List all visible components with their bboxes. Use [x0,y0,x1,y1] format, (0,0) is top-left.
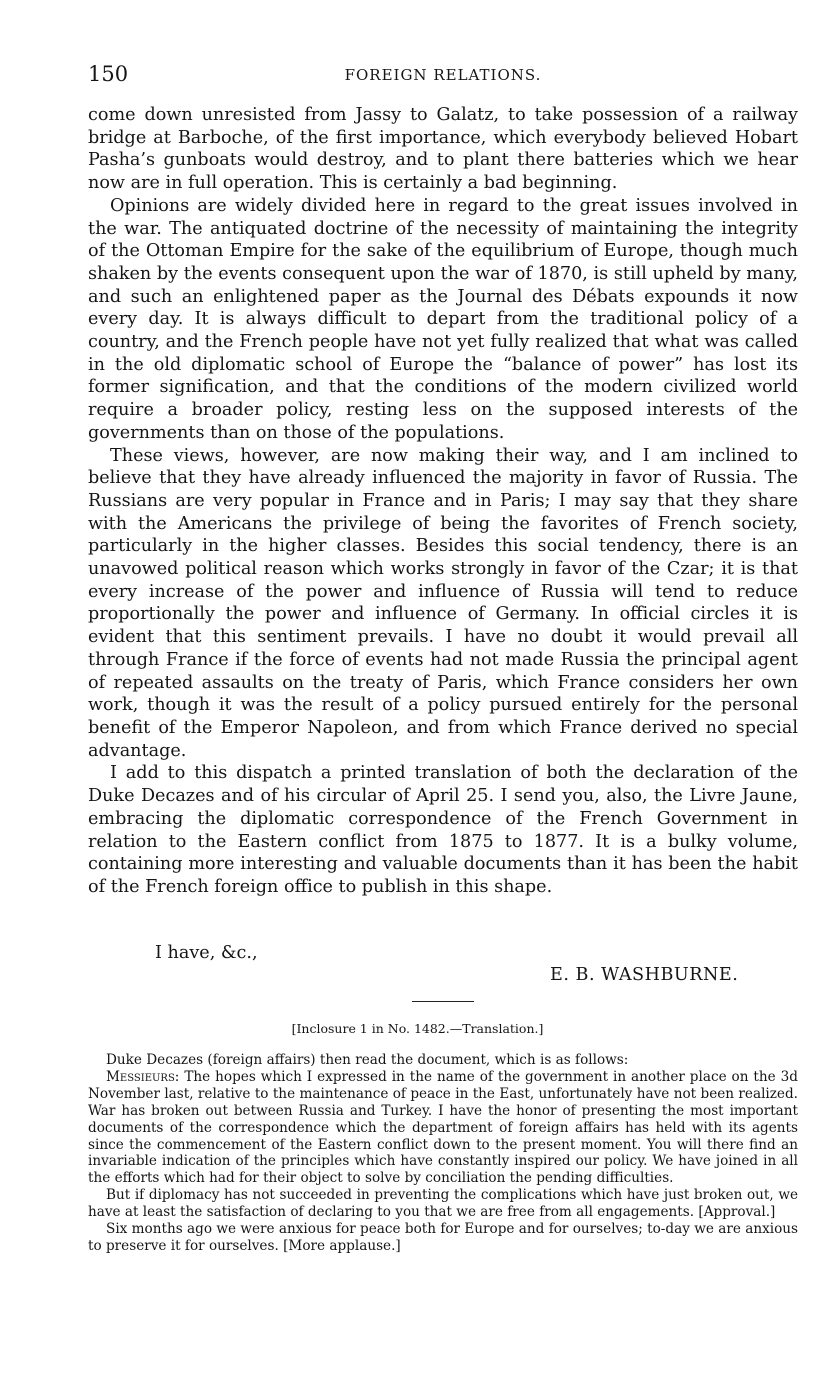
inclosure-intro: Duke Decazes (foreign affairs) then read the document, which is as follows: [106,1052,629,1068]
inclosure-paragraph-text: The hopes which I expressed in the name of the government in another place on the 3d November last, relative to the maintenance of peace in the East, unfortunately have not been realized. War has broken out between Russia and Turkey. I have the honor of presenting the most important documents of the correspondence which the department of foreign affairs has held with its agents since the commencement of the Eastern conflict down to the present moment. You will there find an invariable indication of the principles which have constantly inspired our policy. We have joined in all the efforts which had for their object to solve by conciliation the pending difficulties. [88,1068,798,1187]
salutation: Messieurs: [106,1068,180,1085]
inclosure-paragraph [88,1069,798,1187]
inclosure-body [88,1052,798,1255]
inclosure-paragraph: But if diplomacy has not succeeded in preventing the complications which have just broken out, we have at least the satisfaction of declaring to you that we are free from all engagements. [Approval.] [88,1187,798,1221]
running-title: FOREIGN RELATIONS. [344,66,542,84]
closing-line: I have, &c., [155,943,258,963]
page-number: 150 [88,62,129,86]
body-paragraph: Opinions are widely divided here in regard to the great issues involved in the war. The antiquated doctrine of the necessity of maintaining the integrity of the Ottoman Empire for the sake of the equilibrium of Europe, though much shaken by the events consequent upon the war of 1870, is still upheld by many, and such an enlightened paper as the Journal des Débats expounds it now every day. It is always difficult to depart from the traditional policy of a country, and the French people have not yet fully realized that what was called in the old diplomatic school of Europe the “balance of power” has lost its former signification, and that the conditions of the modern civilized world require a broader policy, resting less on the supposed interests of the governments than on those of the populations. [88,195,798,443]
section-divider [412,1001,474,1002]
body-paragraph: These views, however, are now making their way, and I am inclined to believe that they have already influenced the majority in favor of Russia. The Russians are very popular in France and in Paris; I may say that they share with the Americans the privilege of being the favorites of French society, particularly in the higher classes. Besides this social tendency, there is an unavowed political reason which works strongly in favor of the Czar; it is that every increase of the power and influence of Russia will tend to reduce proportionally the power and influence of Germany. In official circles it is evident that this sentiment prevails. I have no doubt it would prevail all through France if the force of events had not made Russia the principal agent of repeated assaults on the treaty of Paris, which France considers her own work, though it was the result of a policy pursued entirely for the personal benefit of the Emperor Napoleon, and from which France derived no special advantage. [88,445,798,761]
dispatch-body [88,104,798,899]
body-paragraph: I add to this dispatch a printed translation of both the declaration of the Duke Decazes and of his circular of April 25. I send you, also, the Livre Jaune, embracing the diplomatic correspondence of the French Government in relation to the Eastern conflict from 1875 to 1877. It is a bulky volume, containing more interesting and valuable documents than it has been the habit of the French foreign office to publish in this shape. [88,763,798,897]
inclosure-paragraph: Six months ago we were anxious for peace both for Europe and for ourselves; to-day we are anxious to preserve it for ourselves. [More applause.] [88,1221,798,1254]
page-header [88,62,798,88]
body-paragraph: come down unresisted from Jassy to Galatz, to take possession of a railway bridge at Barboche, of the first importance, which everybody believed Hobart Pasha’s gunboats would destroy, and to plant there batteries which we hear now are in full operation. This is certainly a bad beginning. [88,105,798,194]
signature: E. B. WASHBURNE. [550,965,739,985]
inclosure-heading: [Inclosure 1 in No. 1482.—Translation.] [291,1021,544,1036]
